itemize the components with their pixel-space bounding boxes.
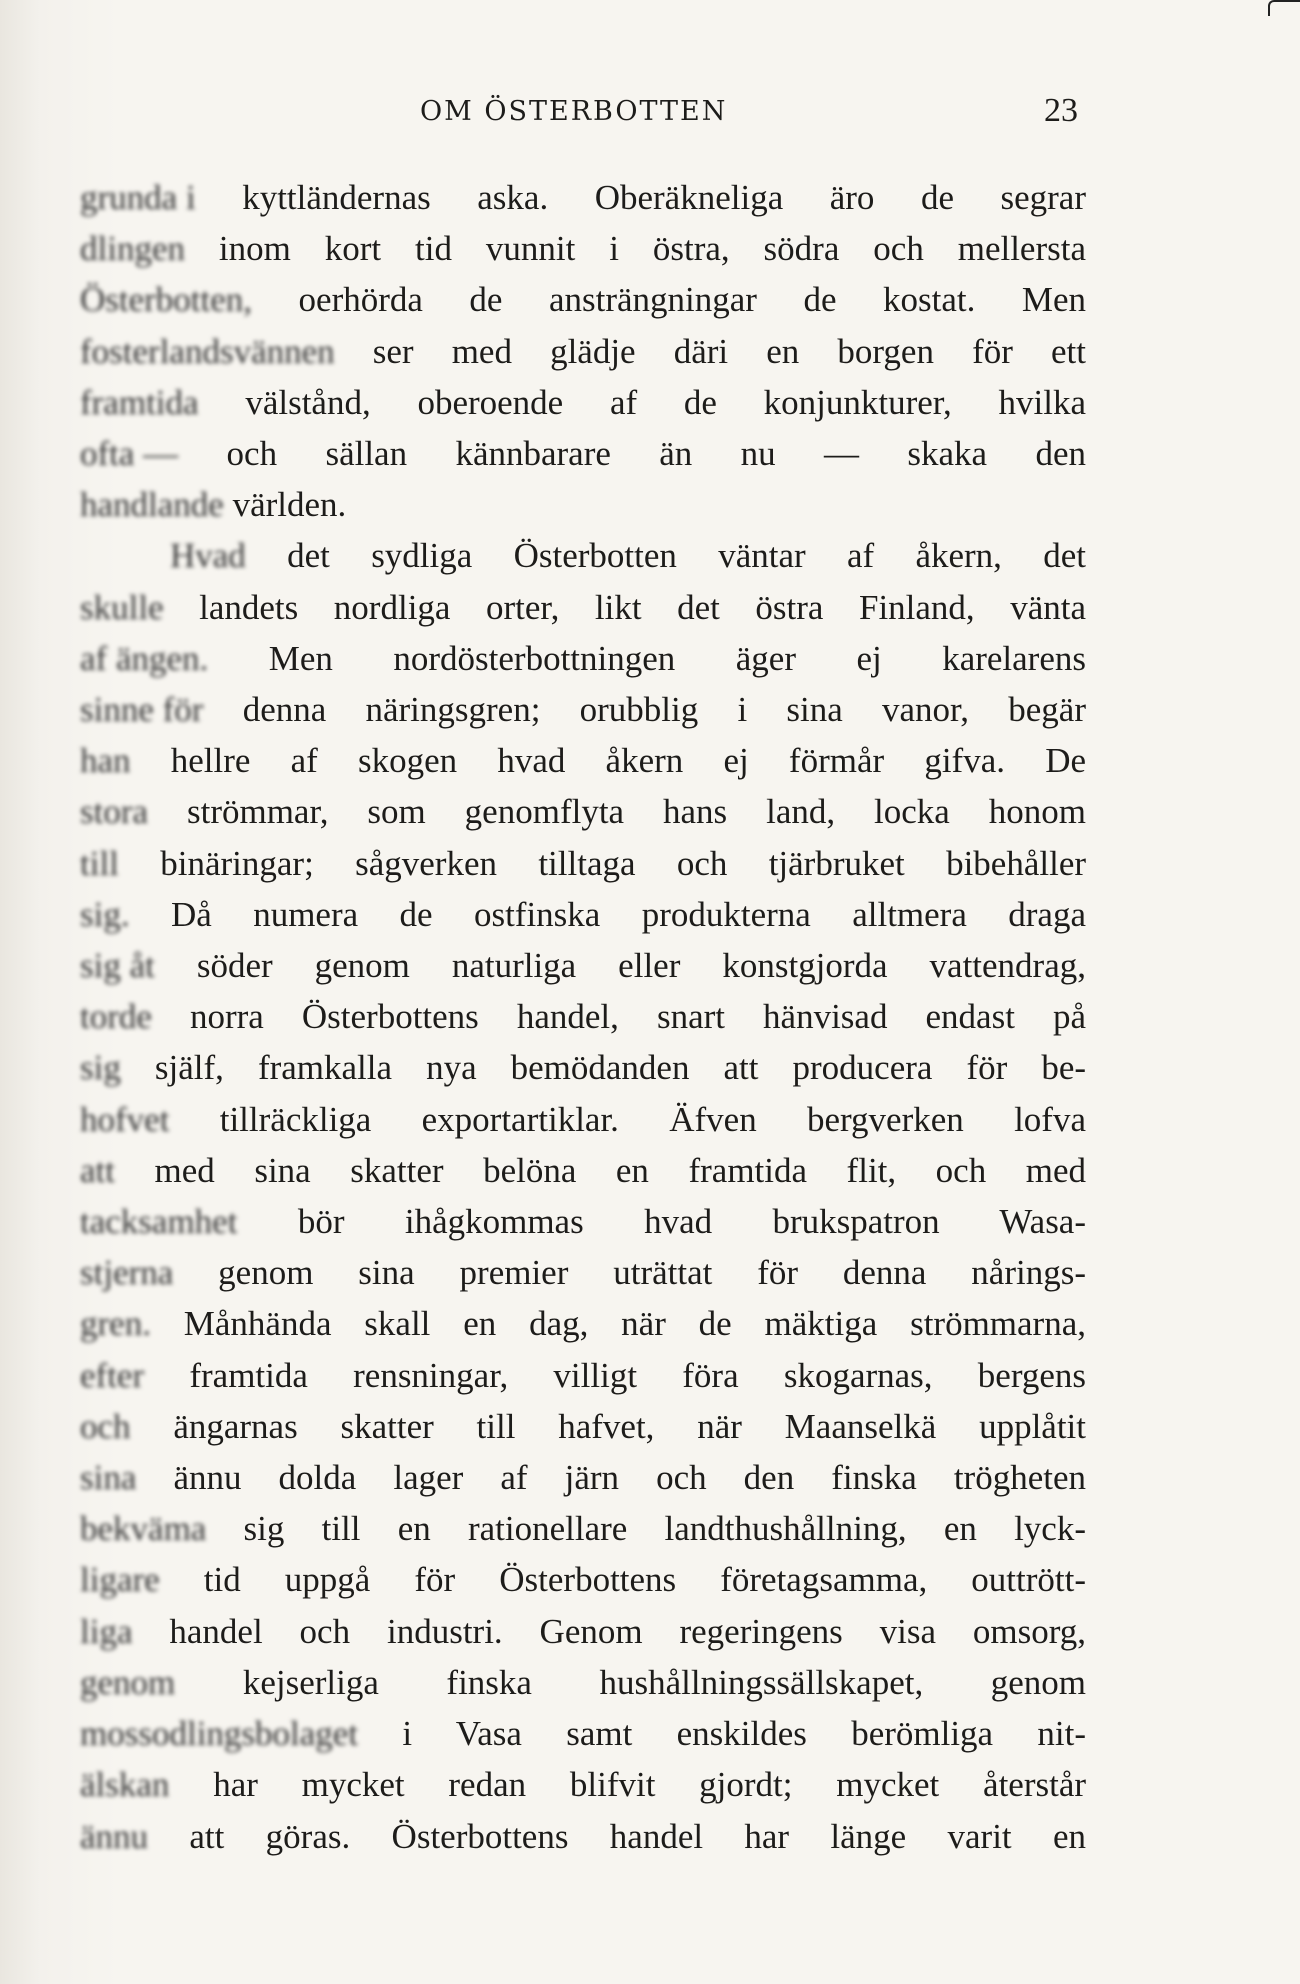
text-line: ännu att göras. Österbottens handel har länge varit en (80, 1816, 1086, 1856)
text-line: sig själf, framkalla nya bemödanden att producera för be- (80, 1048, 1087, 1088)
text-line: bekväma sig till en rationellare landthushållning, en lyck- (80, 1509, 1086, 1549)
text-line: af ängen. Men nordösterbottningen äger ej karelarens (80, 638, 1086, 678)
text-line: mossodlingsbolaget i Vasa samt enskildes berömliga nit- (80, 1714, 1087, 1754)
text-line: genom kejserliga finska hushållningssällskapet, genom (80, 1662, 1087, 1702)
text-line: älskan har mycket redan blifvit gjordt; mycket återstår (80, 1765, 1087, 1805)
running-head: OM ÖSTERBOTTEN (420, 96, 728, 127)
text-line: stjerna genom sina premier uträttat för denna nårings- (80, 1253, 1086, 1293)
text-line: stora strömmar, som genomflyta hans land, locka honom (80, 792, 1086, 832)
text-line: handlande världen. (80, 485, 347, 525)
text-line: sig. Då numera de ostfinska produkterna alltmera draga (80, 894, 1086, 934)
text-line: torde norra Österbottens handel, snart hänvisad endast på (80, 997, 1087, 1037)
text-line: han hellre af skogen hvad åkern ej förmår gifva. De (80, 741, 1086, 781)
text-line: efter framtida rensningar, villigt föra skogarnas, bergens (80, 1355, 1086, 1395)
text-line: skulle landets nordliga orter, likt det östra Finland, vänta (80, 587, 1086, 627)
text-line: och ängarnas skatter till hafvet, när Maanselkä upplåtit (80, 1406, 1086, 1446)
text-line: hofvet tillräckliga exportartiklar. Äfven bergverken lofva (80, 1099, 1086, 1139)
text-line: grunda i kyttländernas aska. Oberäkneliga äro de segrar (80, 178, 1086, 217)
text-line: dlingen inom kort tid vunnit i östra, södra och mellersta (80, 229, 1086, 269)
text-line: sinne för denna näringsgren; orubblig i sina vanor, begär (80, 690, 1087, 730)
text-line: fosterlandsvännen ser med glädje däri en borgen för ett (80, 331, 1086, 371)
text-line: framtida välstånd, oberoende af de konjunkturer, hvilka (80, 382, 1087, 422)
page-number: 23 (1044, 92, 1078, 129)
text-line: att med sina skatter belöna en framtida flit, och med (80, 1150, 1087, 1190)
text-line: sina ännu dolda lager af järn och den finska trögheten (80, 1458, 1087, 1498)
text-line: liga handel och industri. Genom regeringens visa omsorg, (80, 1611, 1086, 1651)
text-line: till binäringar; sågverken tilltaga och tjärbruket bibehåller (80, 843, 1087, 883)
body-text (80, 172, 1086, 1862)
text-line: tacksamhet bör ihågkommas hvad brukspatron Wasa- (80, 1202, 1086, 1242)
text-line: gren. Månhända skall en dag, när de mäktiga strömmarna, (80, 1304, 1086, 1344)
text-line: ligare tid uppgå för Österbottens företagsamma, outtrött- (80, 1560, 1086, 1600)
text-line: Österbotten, oerhörda de ansträngningar de kostat. Men (80, 280, 1086, 320)
text-line: sig åt söder genom naturliga eller konstgjorda vattendrag, (80, 946, 1087, 986)
text-line: ofta — och sällan kännbarare än nu — skaka den (80, 434, 1086, 474)
scan-edge-mark (1268, 0, 1300, 16)
text-line: Hvad det sydliga Österbotten väntar af åkern, det (170, 536, 1087, 576)
